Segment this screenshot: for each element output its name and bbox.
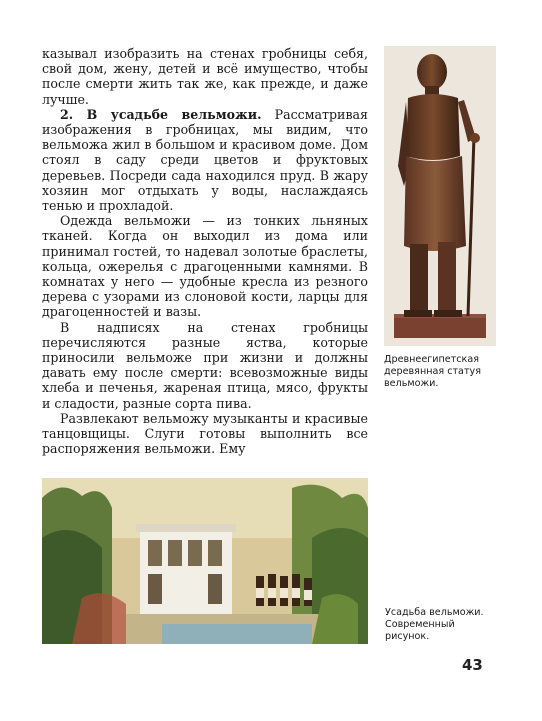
paragraph-4: В надписях на стенах гробницы перечисляются разные яства, которые приносили вельможе при жизни и должны давать ему после смерти: всевозможные виды хлеба и печенья, жареная птица, мясо, фрукты и сладости, разные сорта пива.	[42, 319, 368, 411]
main-text-column	[42, 46, 368, 456]
estate-caption: Усадьба вельможи. Современный рисунок.	[385, 607, 484, 642]
paragraph-5: Развлекают вельможу музыканты и красивые танцовщицы. Слуги готовы выполнить все распоряжения вельможи. Ему	[42, 410, 368, 457]
paragraph-2	[42, 107, 368, 213]
statue-caption: Древнеегипетская деревянная статуя вельможи.	[384, 354, 481, 389]
estate-illustration	[42, 478, 368, 644]
section-heading: 2. В усадьбе вельможи.	[60, 106, 262, 122]
paragraph-3: Одежда вельможи — из тонких льняных тканей. Когда он выходил из дома или принимал гостей, то надевал золотые браслеты, кольца, ожерелья с драгоценными камнями. В комнатах у него — удобные кресла из резного дерева с узорами из слоновой кости, ларцы для драгоценностей и вазы.	[42, 213, 368, 320]
statue-photo	[384, 46, 496, 346]
estate-drawing	[42, 478, 368, 644]
wooden-statue-illustration	[384, 46, 496, 346]
paragraph-1: казывал изобразить на стенах гробницы себя, свой дом, жену, детей и всё имущество, чтобы после смерти жить так же, как прежде, и даже лучше.	[42, 46, 368, 107]
paragraph-2-body: Рассматривая изображения в гробницах, мы видим, что вельможа жил в большом и красивом доме. Дом стоял в саду среди цветов и фруктовых деревьев. Посреди сада находился пруд. В жару хозяин мог отдыхать у воды, наслаждаясь тенью и прохладой.	[42, 106, 368, 214]
page-number: 43	[462, 656, 483, 674]
